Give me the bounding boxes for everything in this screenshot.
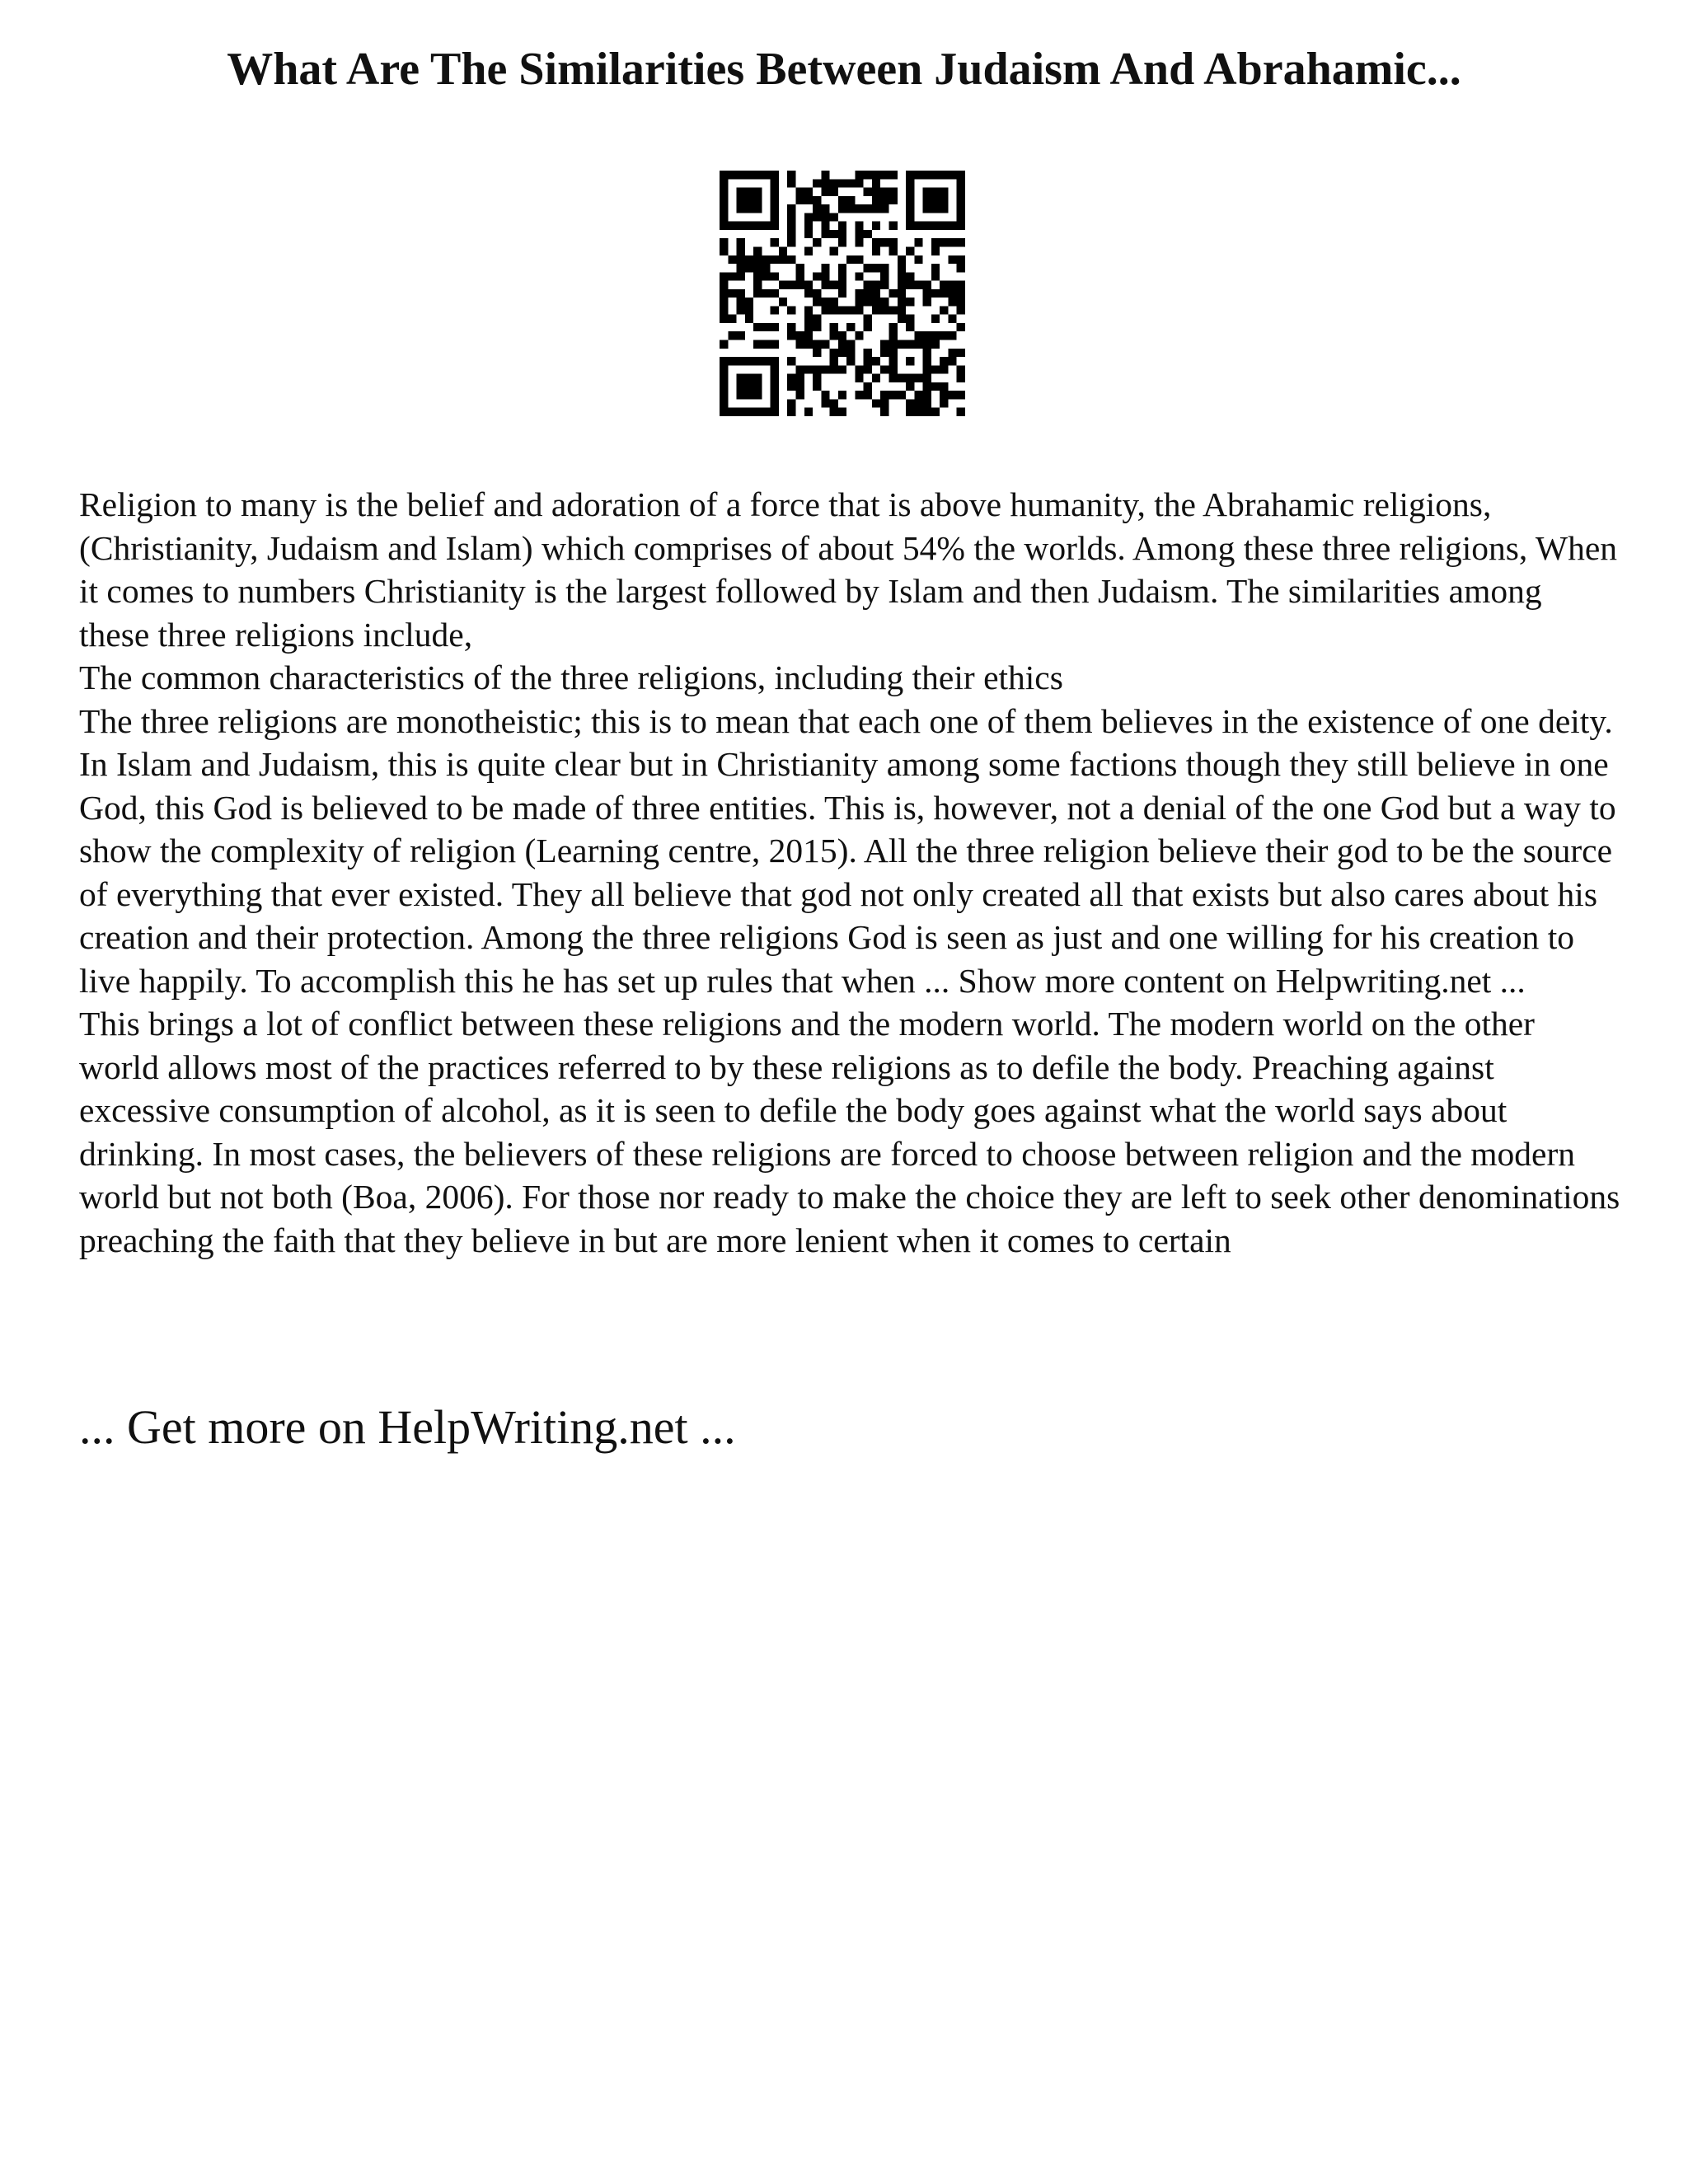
paragraph-heading: The common characteristics of the three religions, including their ethics	[79, 658, 1063, 696]
page-title: What Are The Similarities Between Judaism And Abrahamic...	[227, 44, 1461, 95]
paragraph-monotheism: The three religions are monotheistic; this is to mean that each one of them believes in the existence of one deity. In Islam and Judaism, this is quite clear but in Christianity among some factions though they still believe in one God, this God is believed to be made of three entities. This is, however, not a denial of the one God but a way to show the complexity of religion (Learning centre, 2015). All the three religion believe their god to be the source of everything that ever existed. They all believe that god not only created all that exists but also cares about his creation and their protection. Among the three religions God is seen as just and one willing for his creation to live happily. To accomplish this he has set up rules that when ... Show more content on Helpwriting.net ...	[79, 701, 1616, 1000]
article-body	[79, 483, 1620, 1262]
paragraph-intro: Religion to many is the belief and adoration of a force that is above humanity, the Abrahamic religions, (Christianity, Judaism and Islam) which comprises of about 54% the worlds. Among these three religions, When it comes to numbers Christianity is the largest followed by Islam and then Judaism. The similarities among these three religions include,	[79, 485, 1618, 654]
qr-code-icon	[720, 171, 965, 416]
paragraph-conflict: This brings a lot of conflict between these religions and the modern world. The modern world on the other world allows most of the practices referred to by these religions as to defile the body. Preaching against excessive consumption of alcohol, as it is seen to defile the body goes against what the world says about drinking. In most cases, the believers of these religions are forced to choose between religion and the modern world but not both (Boa, 2006). For those nor ready to make the choice they are left to seek other denominations preaching the faith that they believe in but are more lenient when it comes to certain	[79, 1005, 1620, 1259]
get-more-link[interactable]: ... Get more on HelpWriting.net ...	[79, 1400, 736, 1454]
